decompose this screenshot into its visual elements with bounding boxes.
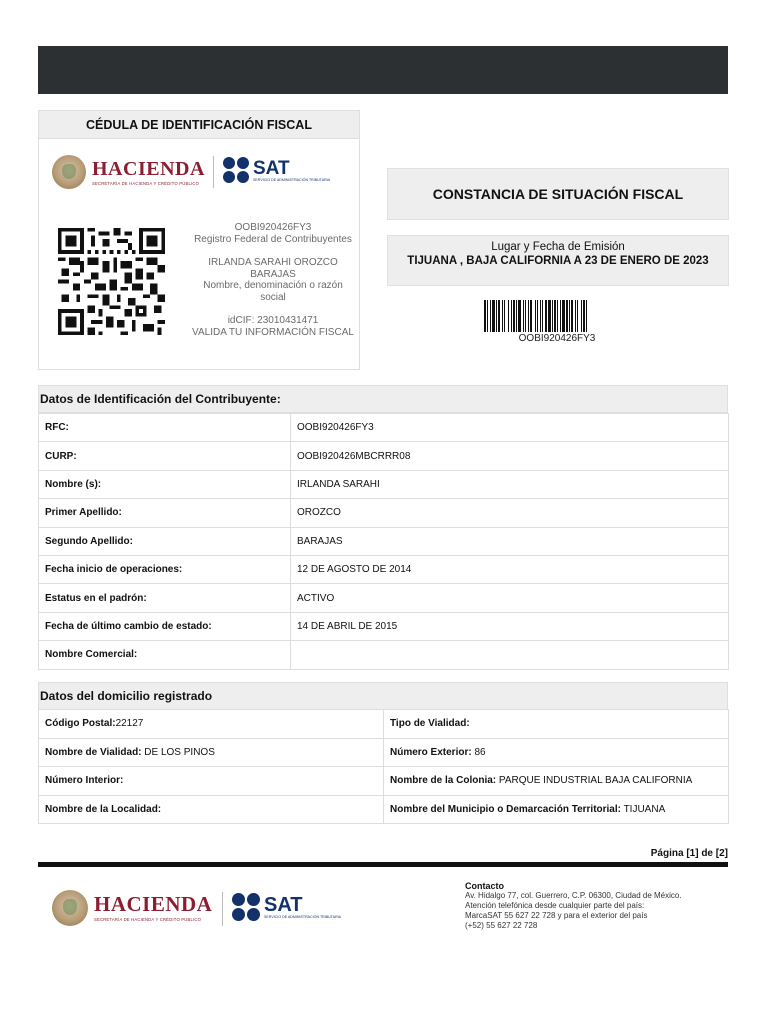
- barcode-bar: [492, 300, 495, 332]
- barcode-bar: [583, 300, 585, 332]
- barcode-bar: [508, 300, 509, 332]
- sat-logo: [223, 157, 330, 183]
- barcode-bar: [498, 300, 500, 332]
- table-row: [39, 641, 729, 669]
- field-value: 12 DE AGOSTO DE 2014: [291, 555, 729, 583]
- address-cell: [384, 795, 729, 824]
- field-value: ACTIVO: [291, 584, 729, 612]
- address-cell: [39, 710, 384, 739]
- barcode-bar: [484, 300, 486, 332]
- barcode-bar: [557, 300, 558, 332]
- contact-line: MarcaSAT 55 627 22 728 y para el exterior del país: [465, 911, 648, 920]
- field-label: Fecha inicio de operaciones:: [39, 555, 291, 583]
- barcode-bar: [569, 300, 570, 332]
- barcode-bar: [487, 300, 488, 332]
- barcode: [482, 300, 632, 332]
- table-row: [39, 499, 729, 527]
- cedula-name-caption: Nombre, denominación o razón social: [203, 280, 343, 303]
- barcode-bar: [542, 300, 543, 332]
- barcode-bar: [490, 300, 491, 332]
- emision-box: [387, 235, 729, 286]
- table-row: [39, 612, 729, 640]
- contact-line: Atención telefónica desde cualquier parte del país:: [465, 901, 645, 910]
- barcode-bar: [540, 300, 541, 332]
- barcode-bar: [496, 300, 497, 332]
- footer-sat-logo: [232, 893, 341, 921]
- field-value: 14 DE ABRIL DE 2015: [291, 612, 729, 640]
- barcode-bar: [545, 300, 547, 332]
- field-label: Fecha de último cambio de estado:: [39, 612, 291, 640]
- barcode-bar: [562, 300, 565, 332]
- address-cell: [384, 710, 729, 739]
- footer-sat-wordmark: SAT: [264, 894, 303, 916]
- field-value: OOBI920426MBCRRR08: [291, 442, 729, 470]
- domicilio-heading: Datos del domicilio registrado: [38, 682, 728, 710]
- field-label: Nombre (s):: [39, 470, 291, 498]
- field-value: PARQUE INDUSTRIAL BAJA CALIFORNIA: [496, 775, 693, 787]
- barcode-bar: [566, 300, 568, 332]
- top-banner: [38, 46, 728, 94]
- field-label: Primer Apellido:: [39, 499, 291, 527]
- table-row: [39, 795, 729, 824]
- barcode-bar: [523, 300, 524, 332]
- contact-line: Av. Hidalgo 77, col. Guerrero, C.P. 06300, Ciudad de México.: [465, 891, 682, 900]
- field-value: 86: [471, 746, 486, 758]
- qr-code: [58, 228, 165, 335]
- barcode-bar: [535, 300, 536, 332]
- hacienda-subtitle: SECRETARÍA DE HACIENDA Y CRÉDITO PÚBLICO: [92, 180, 200, 186]
- logo-divider: [213, 156, 214, 188]
- barcode-bar: [571, 300, 573, 332]
- field-label: Nombre de la Colonia:: [390, 775, 497, 787]
- barcode-bar: [548, 300, 551, 332]
- identificacion-heading: Datos de Identificación del Contribuyente:: [38, 385, 728, 413]
- footer-hacienda-logo: [52, 890, 212, 926]
- field-label: Código Postal:: [45, 718, 116, 730]
- field-label: Segundo Apellido:: [39, 527, 291, 555]
- field-value: [291, 641, 729, 669]
- address-cell: [39, 767, 384, 796]
- eagle-emblem-icon: [52, 155, 86, 189]
- cedula-rfc-caption: Registro Federal de Contribuyentes: [194, 233, 352, 245]
- emision-label: Lugar y Fecha de Emisión: [491, 241, 625, 253]
- barcode-bar: [552, 300, 553, 332]
- barcode-text: OOBI920426FY3: [518, 333, 596, 344]
- cedula-title: CÉDULA DE IDENTIFICACIÓN FISCAL: [39, 111, 359, 139]
- table-row: [39, 767, 729, 796]
- field-label: Nombre Comercial:: [39, 641, 291, 669]
- barcode-bar: [528, 300, 529, 332]
- barcode-bar: [575, 300, 576, 332]
- address-cell: [384, 738, 729, 767]
- footer-sat-subtitle: SERVICIO DE ADMINISTRACIÓN TRIBUTARIA: [264, 915, 342, 919]
- hacienda-logo: [52, 155, 205, 189]
- field-label: RFC:: [39, 414, 291, 442]
- sat-wordmark: SAT: [253, 157, 290, 179]
- hacienda-wordmark: HACIENDA: [92, 157, 205, 180]
- field-value: IRLANDA SARAHI: [291, 470, 729, 498]
- field-label: Nombre de la Localidad:: [45, 803, 162, 815]
- field-value: DE LOS PINOS: [141, 746, 215, 758]
- footer-logo-divider: [222, 892, 223, 926]
- table-row: [39, 584, 729, 612]
- table-row: [39, 555, 729, 583]
- barcode-bar: [554, 300, 556, 332]
- field-label: Nombre de Vialidad:: [45, 746, 142, 758]
- cedula-name: IRLANDA SARAHI OROZCO BARAJAS: [208, 257, 338, 280]
- barcode-bar: [530, 300, 532, 332]
- table-row: [39, 738, 729, 767]
- sat-dots-icon: [223, 157, 249, 183]
- field-value: OOBI920426FY3: [291, 414, 729, 442]
- contact-line: (+52) 55 627 22 728: [465, 921, 538, 930]
- emision-place-date: TIJUANA , BAJA CALIFORNIA A 23 DE ENERO DE 2023: [407, 255, 709, 267]
- barcode-bar: [516, 300, 517, 332]
- barcode-bar: [577, 300, 578, 332]
- table-row: [39, 414, 729, 442]
- footer-hacienda-wordmark: HACIENDA: [94, 892, 213, 916]
- field-value: TIJUANA: [620, 803, 666, 815]
- identificacion-table: [38, 413, 729, 670]
- barcode-bar: [513, 300, 515, 332]
- domicilio-table: [38, 709, 729, 824]
- footer-hacienda-subtitle: SECRETARÍA DE HACIENDA Y CRÉDITO PÚBLICO: [94, 917, 202, 922]
- barcode-bar: [504, 300, 505, 332]
- table-row: [39, 710, 729, 739]
- barcode-bar: [525, 300, 526, 332]
- footer-rule: [38, 862, 728, 867]
- cedula-idcif: idCIF: 23010431471: [227, 315, 319, 326]
- field-label: CURP:: [39, 442, 291, 470]
- field-label: Nombre del Municipio o Demarcación Territorial:: [390, 803, 621, 815]
- field-value: BARAJAS: [291, 527, 729, 555]
- address-cell: [39, 795, 384, 824]
- contact-title: Contacto: [465, 881, 504, 891]
- field-label: Número Interior:: [45, 775, 124, 787]
- address-cell: [384, 767, 729, 796]
- cedula-valida: VALIDA TU INFORMACIÓN FISCAL: [192, 326, 354, 338]
- document-title: CONSTANCIA DE SITUACIÓN FISCAL: [387, 168, 729, 220]
- table-row: [39, 527, 729, 555]
- contact-block: [465, 881, 727, 931]
- barcode-bar: [581, 300, 582, 332]
- footer-eagle-emblem-icon: [52, 890, 88, 926]
- field-value: 22127: [115, 718, 144, 730]
- footer-sat-dots-icon: [232, 893, 260, 921]
- barcode-bar: [511, 300, 512, 332]
- barcode-bar: [537, 300, 538, 332]
- barcode-bar: [560, 300, 561, 332]
- cedula-info: [192, 222, 354, 338]
- sat-subtitle: SERVICIO DE ADMINISTRACIÓN TRIBUTARIA: [253, 177, 331, 182]
- page-number: Página [1] de [2]: [650, 848, 728, 859]
- barcode-bar: [502, 300, 503, 332]
- barcode-bar: [518, 300, 521, 332]
- field-label: Estatus en el padrón:: [39, 584, 291, 612]
- table-row: [39, 442, 729, 470]
- table-row: [39, 470, 729, 498]
- field-value: OROZCO: [291, 499, 729, 527]
- address-cell: [39, 738, 384, 767]
- field-label: Número Exterior:: [390, 746, 472, 758]
- cedula-rfc: OOBI920426FY3: [234, 222, 312, 233]
- field-label: Tipo de Vialidad:: [390, 718, 470, 730]
- barcode-bar: [586, 300, 587, 332]
